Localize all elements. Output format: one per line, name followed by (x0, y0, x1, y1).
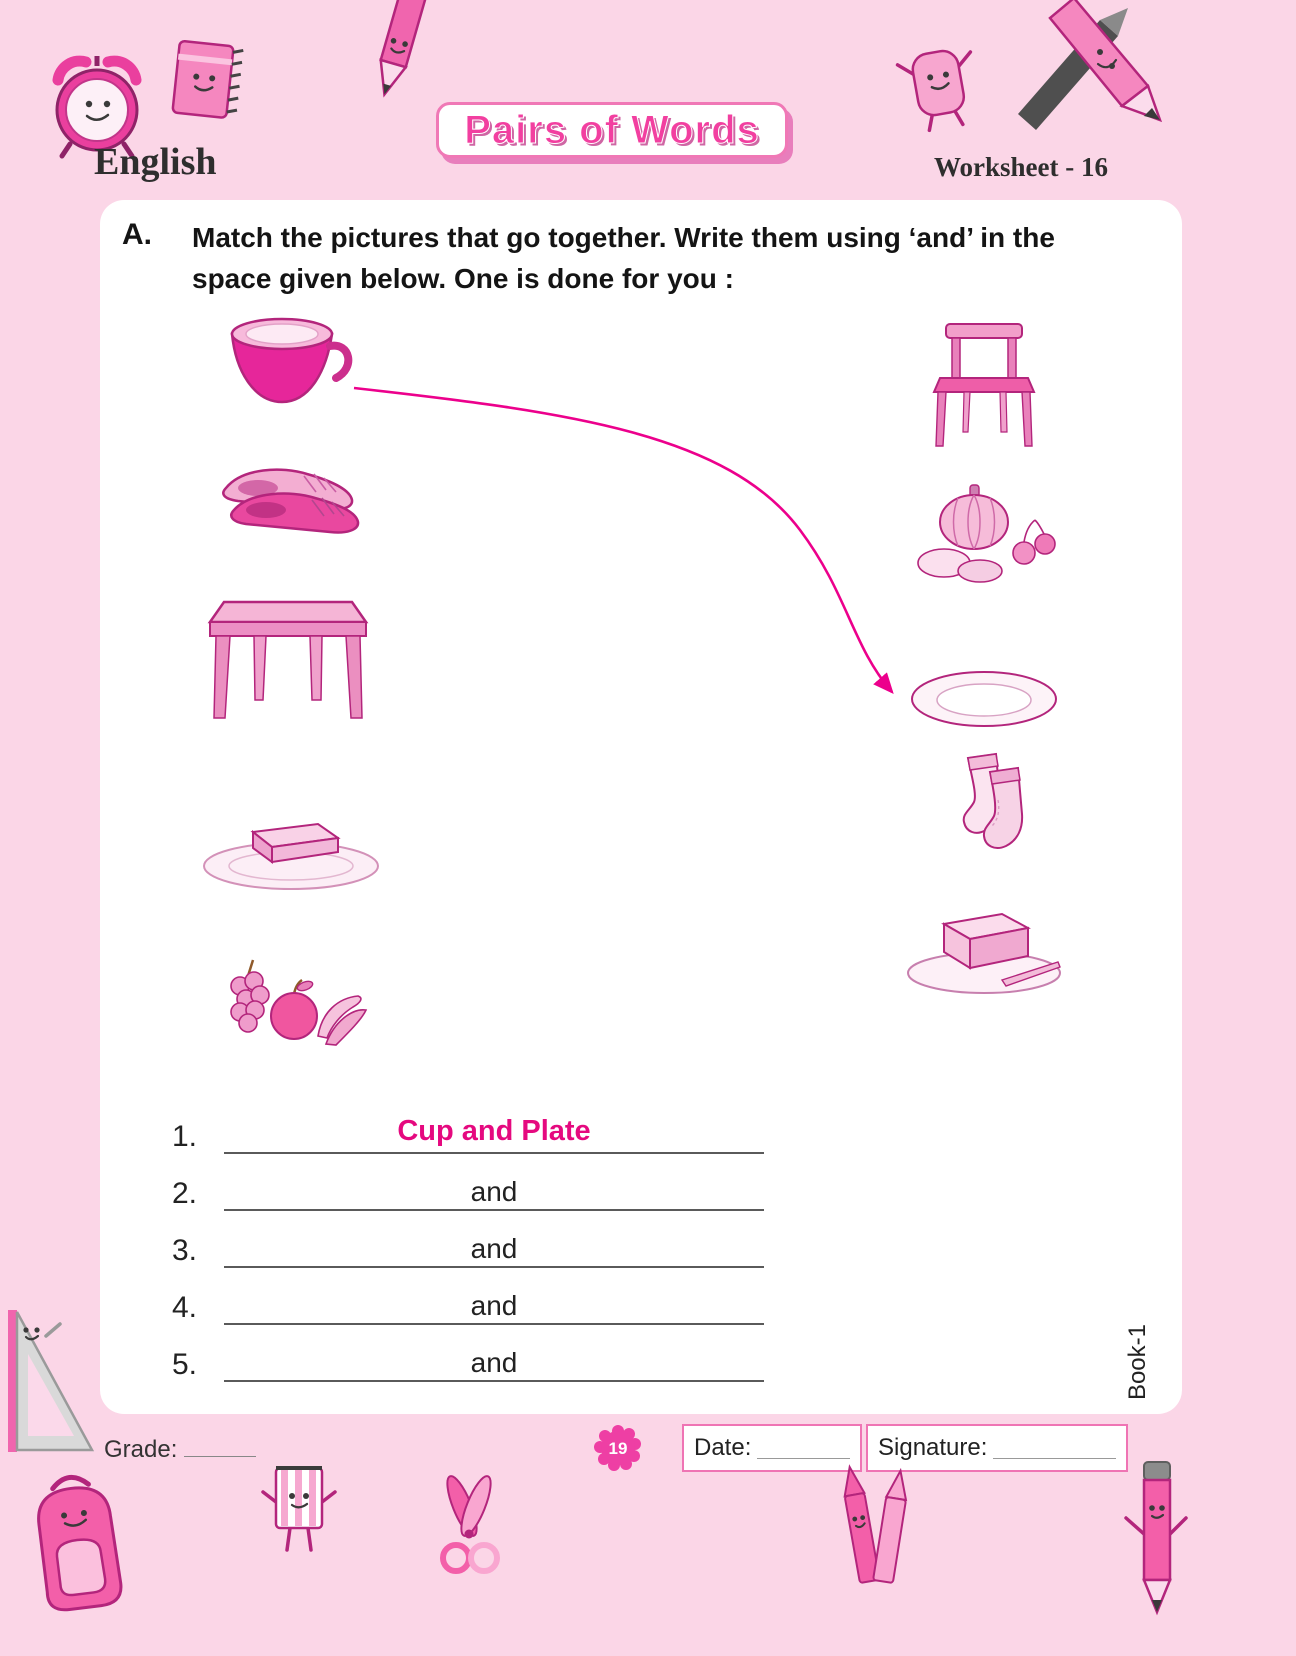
match-item-cup (222, 312, 354, 418)
match-item-butter (902, 892, 1064, 998)
crayons-icon (828, 1452, 918, 1602)
answer-row-2 (172, 1173, 764, 1211)
answer-row-1 (172, 1116, 764, 1154)
match-item-vegetables (912, 478, 1064, 584)
match-item-plate (908, 668, 1060, 730)
answer-blank-line (224, 1116, 764, 1154)
page-title-banner (436, 102, 788, 158)
exercise-label: A. (122, 218, 152, 251)
answer-blank-line (224, 1287, 764, 1325)
match-item-shoes (212, 448, 364, 548)
answer-and-word: and (470, 1290, 518, 1321)
crossed-pencils-icon (1008, 0, 1170, 146)
match-item-table (202, 588, 374, 724)
exercise-instruction (122, 218, 1162, 299)
match-item-fruits (212, 948, 370, 1060)
answer-text-example: Cup and Plate (397, 1115, 591, 1147)
match-item-chair (928, 318, 1040, 450)
grade-label: Grade: (104, 1436, 178, 1463)
date-label: Date: (694, 1434, 752, 1461)
answer-blank-line (224, 1173, 764, 1211)
notebook-character-icon (258, 1452, 340, 1567)
subject-label: English (94, 141, 217, 183)
answer-row-3 (172, 1230, 764, 1268)
answer-number: 5. (172, 1348, 198, 1381)
page-title: Pairs of Words (464, 107, 760, 152)
grade-blank-line (184, 1437, 256, 1457)
grade-field (104, 1436, 256, 1464)
match-item-socks (938, 748, 1040, 874)
answer-number: 1. (172, 1120, 198, 1153)
answer-number: 4. (172, 1291, 198, 1324)
match-item-sandwich (198, 794, 386, 894)
answer-number: 2. (172, 1177, 198, 1210)
answer-row-4 (172, 1287, 764, 1325)
answer-number: 3. (172, 1234, 198, 1267)
eraser-character-icon (896, 32, 982, 134)
answer-row-5 (172, 1344, 764, 1382)
page-number: 19 (608, 1439, 628, 1458)
answer-and-word: and (470, 1176, 518, 1207)
worksheet-card (100, 200, 1182, 1414)
book-label: Book-1 (1124, 1324, 1151, 1401)
answer-and-word: and (470, 1347, 518, 1378)
pencil-icon (352, 0, 440, 114)
answers-section (172, 1116, 764, 1401)
scissors-icon (428, 1468, 510, 1586)
answer-blank-line (224, 1344, 764, 1382)
notebook-icon (168, 34, 250, 126)
pencil-character-icon (1116, 1446, 1196, 1624)
worksheet-number: Worksheet - 16 (934, 152, 1108, 182)
backpack-icon (18, 1462, 138, 1627)
set-square-ruler-icon (2, 1306, 98, 1456)
signature-label: Signature: (878, 1434, 988, 1461)
exercise-instruction-text: Match the pictures that go together. Write them using ‘and’ in the space given below. One is done for you : (192, 222, 1055, 294)
page-number-badge (594, 1424, 642, 1472)
signature-blank-line (993, 1437, 1116, 1459)
answer-and-word: and (470, 1233, 518, 1264)
answer-blank-line (224, 1230, 764, 1268)
